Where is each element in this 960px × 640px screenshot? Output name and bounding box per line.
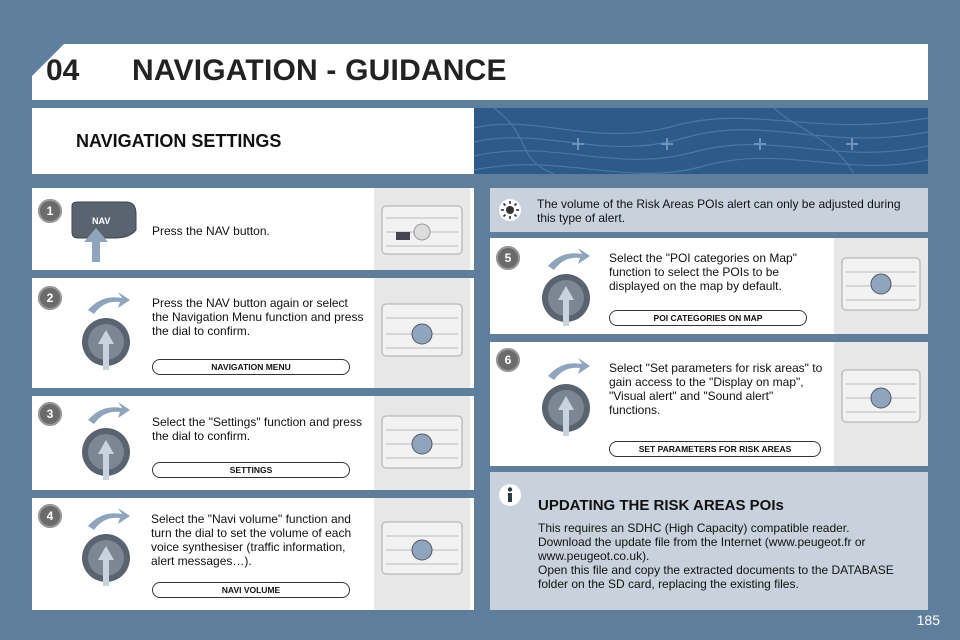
section-title: NAVIGATION SETTINGS — [76, 131, 282, 151]
contour-map-graphic — [474, 108, 928, 174]
console-illustration-1 — [374, 188, 470, 270]
page-title: NAVIGATION - GUIDANCE — [132, 54, 507, 87]
sun-icon — [498, 198, 522, 222]
update-line-2: Download the update file from the Internet (www.peugeot.fr or www.peugeot.co.uk). — [538, 535, 866, 563]
rotary-dial-icon — [538, 246, 594, 328]
step-3-text: Select the "Settings" function and press the dial to confirm. — [152, 415, 362, 443]
dial-illustration-4 — [78, 506, 134, 588]
chapter-number: 04 — [46, 54, 80, 87]
update-body — [538, 521, 918, 591]
dial-illustration-6 — [538, 356, 594, 438]
page-number: 185 — [916, 612, 940, 628]
rotary-dial-icon — [538, 356, 594, 438]
step-number-5: 5 — [496, 246, 520, 270]
update-title: UPDATING THE RISK AREAS POIs — [538, 497, 784, 514]
step-2-text: Press the NAV button again or select the Navigation Menu function and press the dial to confirm. — [152, 296, 364, 338]
dial-illustration-5 — [538, 246, 594, 328]
menu-label-risk-areas: SET PARAMETERS FOR RISK AREAS — [609, 441, 821, 457]
radio-console-icon — [374, 278, 470, 388]
update-line-3: Open this file and copy the extracted documents to the DATABASE folder on the SD card, replacing the existing files. — [538, 563, 894, 591]
step-5-text: Select the "POI categories on Map" function to select the POIs to be displayed on the map by default. — [609, 251, 797, 293]
rotary-dial-icon — [78, 400, 134, 482]
console-illustration-6 — [834, 342, 928, 466]
nav-button-label: NAV — [92, 216, 111, 226]
tip-text: The volume of the Risk Areas POIs alert can only be adjusted during this type of alert. — [537, 197, 901, 225]
radio-console-icon — [374, 396, 470, 490]
step-number-1: 1 — [38, 199, 62, 223]
console-illustration-4 — [374, 498, 470, 610]
rotary-dial-icon — [78, 290, 134, 372]
console-illustration-5 — [834, 238, 928, 334]
console-illustration-3 — [374, 396, 470, 490]
menu-label-settings: SETTINGS — [152, 462, 350, 478]
step-1-text: Press the NAV button. — [152, 224, 270, 238]
map-texture-banner — [474, 108, 928, 174]
radio-console-icon — [374, 498, 470, 610]
step-number-6: 6 — [496, 348, 520, 372]
console-illustration-2 — [374, 278, 470, 388]
radio-console-icon — [374, 188, 470, 270]
step-number-4: 4 — [38, 504, 62, 528]
menu-label-poi-categories: POI CATEGORIES ON MAP — [609, 310, 807, 326]
menu-label-navi-volume: NAVI VOLUME — [152, 582, 350, 598]
info-icon — [498, 483, 522, 507]
press-arrow-icon — [82, 228, 110, 262]
radio-console-icon — [834, 342, 928, 466]
radio-console-icon — [834, 238, 928, 334]
step-6-text: Select "Set parameters for risk areas" to gain access to the "Display on map", "Visual alert" and "Sound alert" functions. — [609, 361, 823, 417]
menu-label-navigation-menu: NAVIGATION MENU — [152, 359, 350, 375]
dial-illustration-3 — [78, 400, 134, 482]
step-4-text: Select the "Navi volume" function and turn the dial to set the volume of each voice synthesiser (traffic information, alert messages…). — [151, 512, 352, 568]
rotary-dial-icon — [78, 506, 134, 588]
update-line-1: This requires an SDHC (High Capacity) compatible reader. — [538, 521, 850, 535]
dial-illustration-2 — [78, 290, 134, 372]
step-number-2: 2 — [38, 286, 62, 310]
step-number-3: 3 — [38, 402, 62, 426]
